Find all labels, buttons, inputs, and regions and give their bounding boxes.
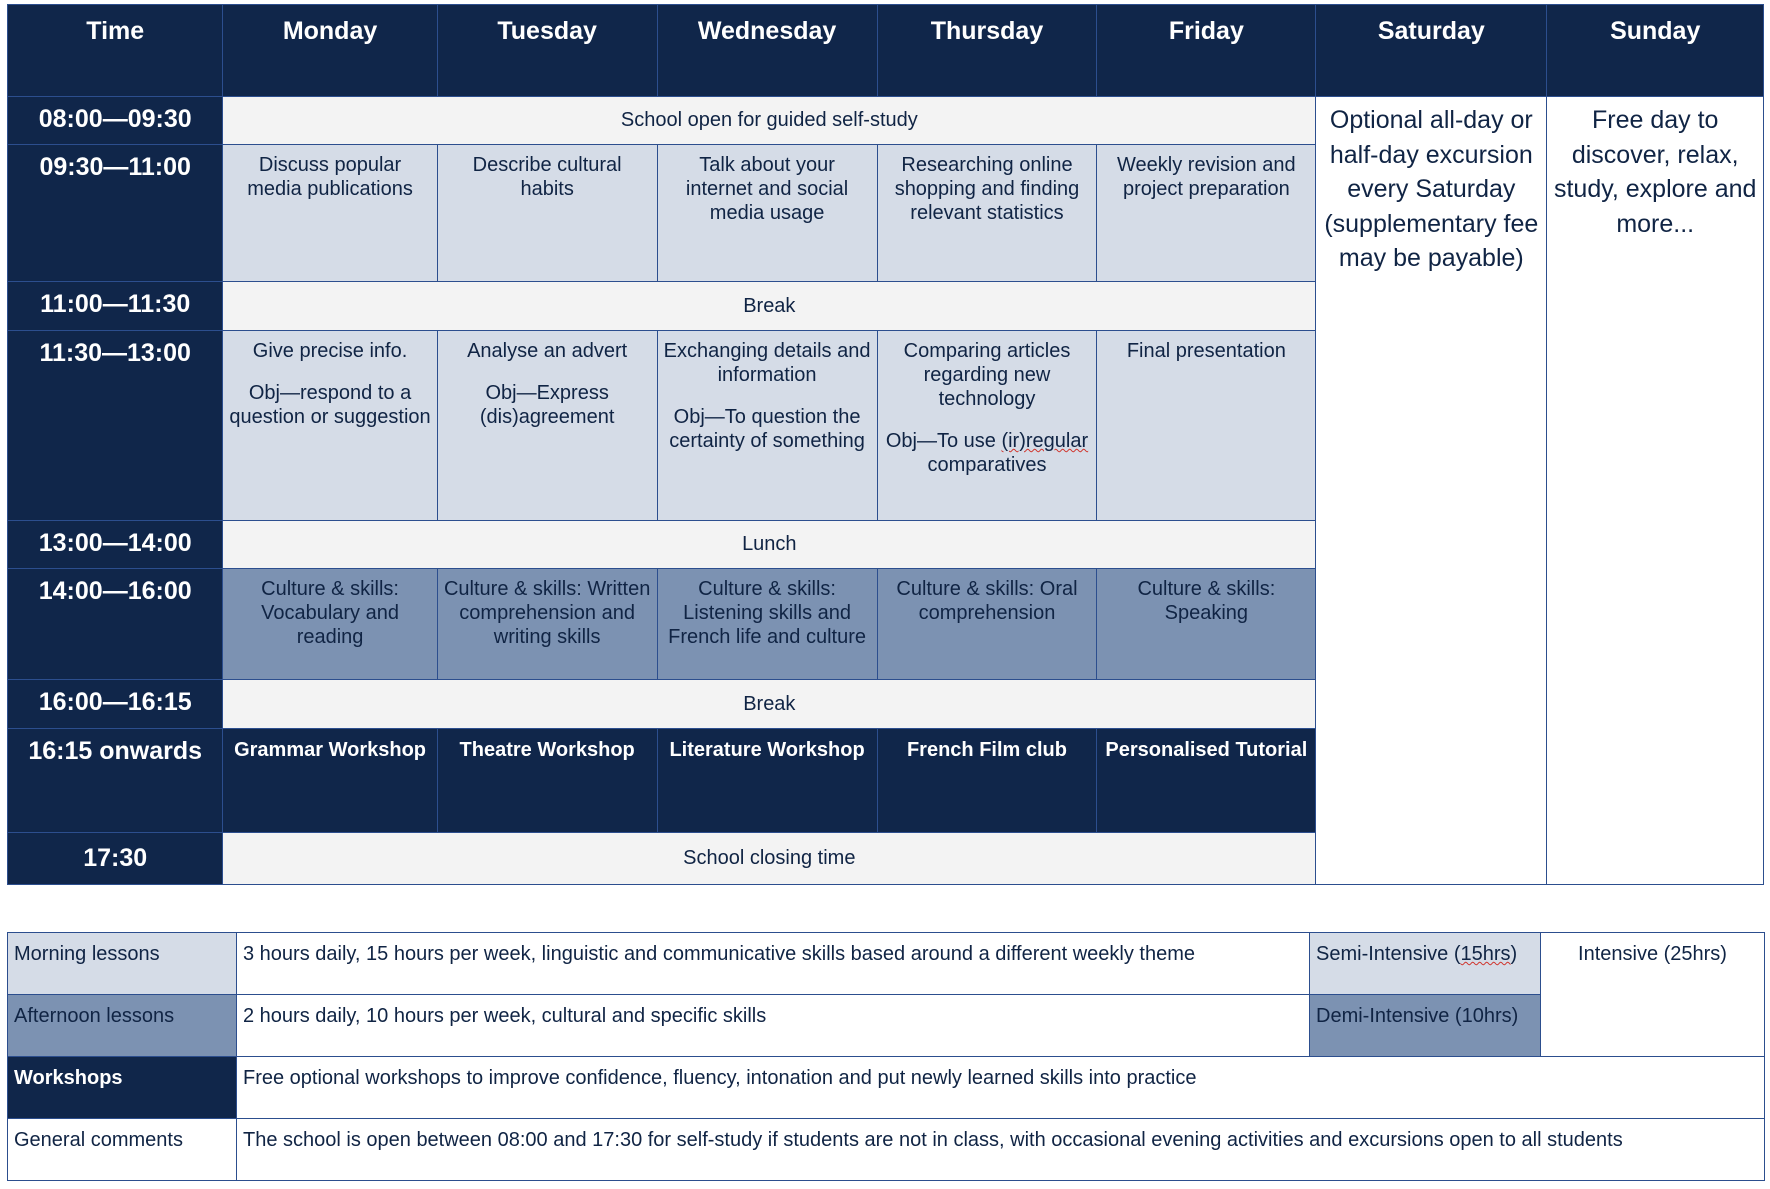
- header-saturday: Saturday: [1316, 5, 1547, 97]
- lesson-cell-thursday: Researching online shopping and finding relevant statistics: [877, 145, 1097, 282]
- lesson-cell-thursday: [877, 331, 1097, 521]
- spellcheck-flagged-word: 15hrs: [1460, 943, 1511, 965]
- lesson-objective: Obj—respond to a question or suggestion: [229, 382, 431, 428]
- time-slot: 11:00—11:30: [8, 282, 223, 331]
- lesson-cell-tuesday: [437, 331, 657, 521]
- lesson-objective: Obj—Express (dis)agreement: [479, 382, 615, 428]
- closing-cell: School closing time: [223, 833, 1316, 885]
- header-sunday: Sunday: [1547, 5, 1764, 97]
- workshop-cell-tuesday: Theatre Workshop: [437, 729, 657, 833]
- semi-intensive-label: [1310, 933, 1541, 995]
- lesson-cell-wednesday: [657, 331, 877, 521]
- time-slot: 11:30—13:00: [8, 331, 223, 521]
- lesson-objective: [884, 429, 1091, 477]
- spellcheck-flagged-word: (ir)regular: [1001, 430, 1089, 452]
- objective-suffix: comparatives: [927, 454, 1047, 476]
- legend-text-general: The school is open between 08:00 and 17:30 for self-study if students are not in class, with occasional evening activities and excursions open to all students: [237, 1119, 1765, 1181]
- afternoon-cell-monday: Culture & skills: Vocabulary and reading: [223, 569, 437, 680]
- semi-intensive-prefix: Semi-Intensive (: [1316, 943, 1461, 965]
- workshop-cell-monday: Grammar Workshop: [223, 729, 437, 833]
- weekly-schedule-table: [7, 4, 1764, 885]
- legend-text-afternoon: 2 hours daily, 10 hours per week, cultural and specific skills: [237, 995, 1310, 1057]
- afternoon-cell-wednesday: Culture & skills: Listening skills and French life and culture: [657, 569, 877, 680]
- intensive-label: Intensive (25hrs): [1541, 933, 1765, 1057]
- header-row: [8, 5, 1764, 97]
- row-guided-study: [8, 97, 1764, 145]
- lesson-title: Analyse an advert: [467, 340, 628, 362]
- header-friday: Friday: [1097, 5, 1316, 97]
- header-thursday: Thursday: [877, 5, 1097, 97]
- lesson-title: Exchanging details and information: [663, 340, 871, 386]
- lesson-title: Comparing articles regarding new technology: [903, 340, 1071, 410]
- workshop-cell-friday: Personalised Tutorial: [1097, 729, 1316, 833]
- header-time: Time: [8, 5, 223, 97]
- legend-row-general: [8, 1119, 1765, 1181]
- legend-label-afternoon: Afternoon lessons: [8, 995, 237, 1057]
- demi-intensive-label: Demi-Intensive (10hrs): [1310, 995, 1541, 1057]
- time-slot: 09:30—11:00: [8, 145, 223, 282]
- workshop-cell-thursday: French Film club: [877, 729, 1097, 833]
- time-slot: 08:00—09:30: [8, 97, 223, 145]
- legend-table: [7, 932, 1765, 1181]
- lesson-objective: Obj—To question the certainty of something: [669, 406, 865, 452]
- header-tuesday: Tuesday: [437, 5, 657, 97]
- time-slot: 13:00—14:00: [8, 521, 223, 569]
- legend-row-morning: [8, 933, 1765, 995]
- time-slot: 16:00—16:15: [8, 680, 223, 729]
- break-cell: Break: [223, 680, 1316, 729]
- afternoon-cell-tuesday: Culture & skills: Written comprehension and writing skills: [437, 569, 657, 680]
- saturday-cell: Optional all-day or half-day excursion every Saturday (supplementary fee may be payable): [1316, 97, 1547, 885]
- time-slot: 17:30: [8, 833, 223, 885]
- lesson-cell-tuesday: Describe cultural habits: [437, 145, 657, 282]
- header-monday: Monday: [223, 5, 437, 97]
- legend-label-morning: Morning lessons: [8, 933, 237, 995]
- workshop-cell-wednesday: Literature Workshop: [657, 729, 877, 833]
- sunday-cell: Free day to discover, relax, study, explore and more...: [1547, 97, 1764, 885]
- legend-row-workshops: [8, 1057, 1765, 1119]
- lunch-cell: Lunch: [223, 521, 1316, 569]
- lesson-cell-wednesday: Talk about your internet and social media usage: [657, 145, 877, 282]
- lesson-cell-monday: [223, 331, 437, 521]
- lesson-cell-monday: Discuss popular media publications: [223, 145, 437, 282]
- time-slot: 14:00—16:00: [8, 569, 223, 680]
- lesson-cell-friday: Weekly revision and project preparation: [1097, 145, 1316, 282]
- legend-label-general: General comments: [8, 1119, 237, 1181]
- lesson-title: Give precise info.: [252, 340, 408, 362]
- legend-text-workshops: Free optional workshops to improve confidence, fluency, intonation and put newly learned skills into practice: [237, 1057, 1765, 1119]
- afternoon-cell-thursday: Culture & skills: Oral comprehension: [877, 569, 1097, 680]
- guided-self-study-cell: School open for guided self-study: [223, 97, 1316, 145]
- legend-label-workshops: Workshops: [8, 1057, 237, 1119]
- semi-intensive-suffix: ): [1510, 943, 1518, 965]
- objective-prefix: Obj—To use: [885, 430, 996, 452]
- lesson-cell-friday: Final presentation: [1097, 331, 1316, 521]
- afternoon-cell-friday: Culture & skills: Speaking: [1097, 569, 1316, 680]
- break-cell: Break: [223, 282, 1316, 331]
- legend-row-afternoon: [8, 995, 1765, 1057]
- time-slot: 16:15 onwards: [8, 729, 223, 833]
- legend-text-morning: 3 hours daily, 15 hours per week, linguistic and communicative skills based around a different weekly theme: [237, 933, 1310, 995]
- header-wednesday: Wednesday: [657, 5, 877, 97]
